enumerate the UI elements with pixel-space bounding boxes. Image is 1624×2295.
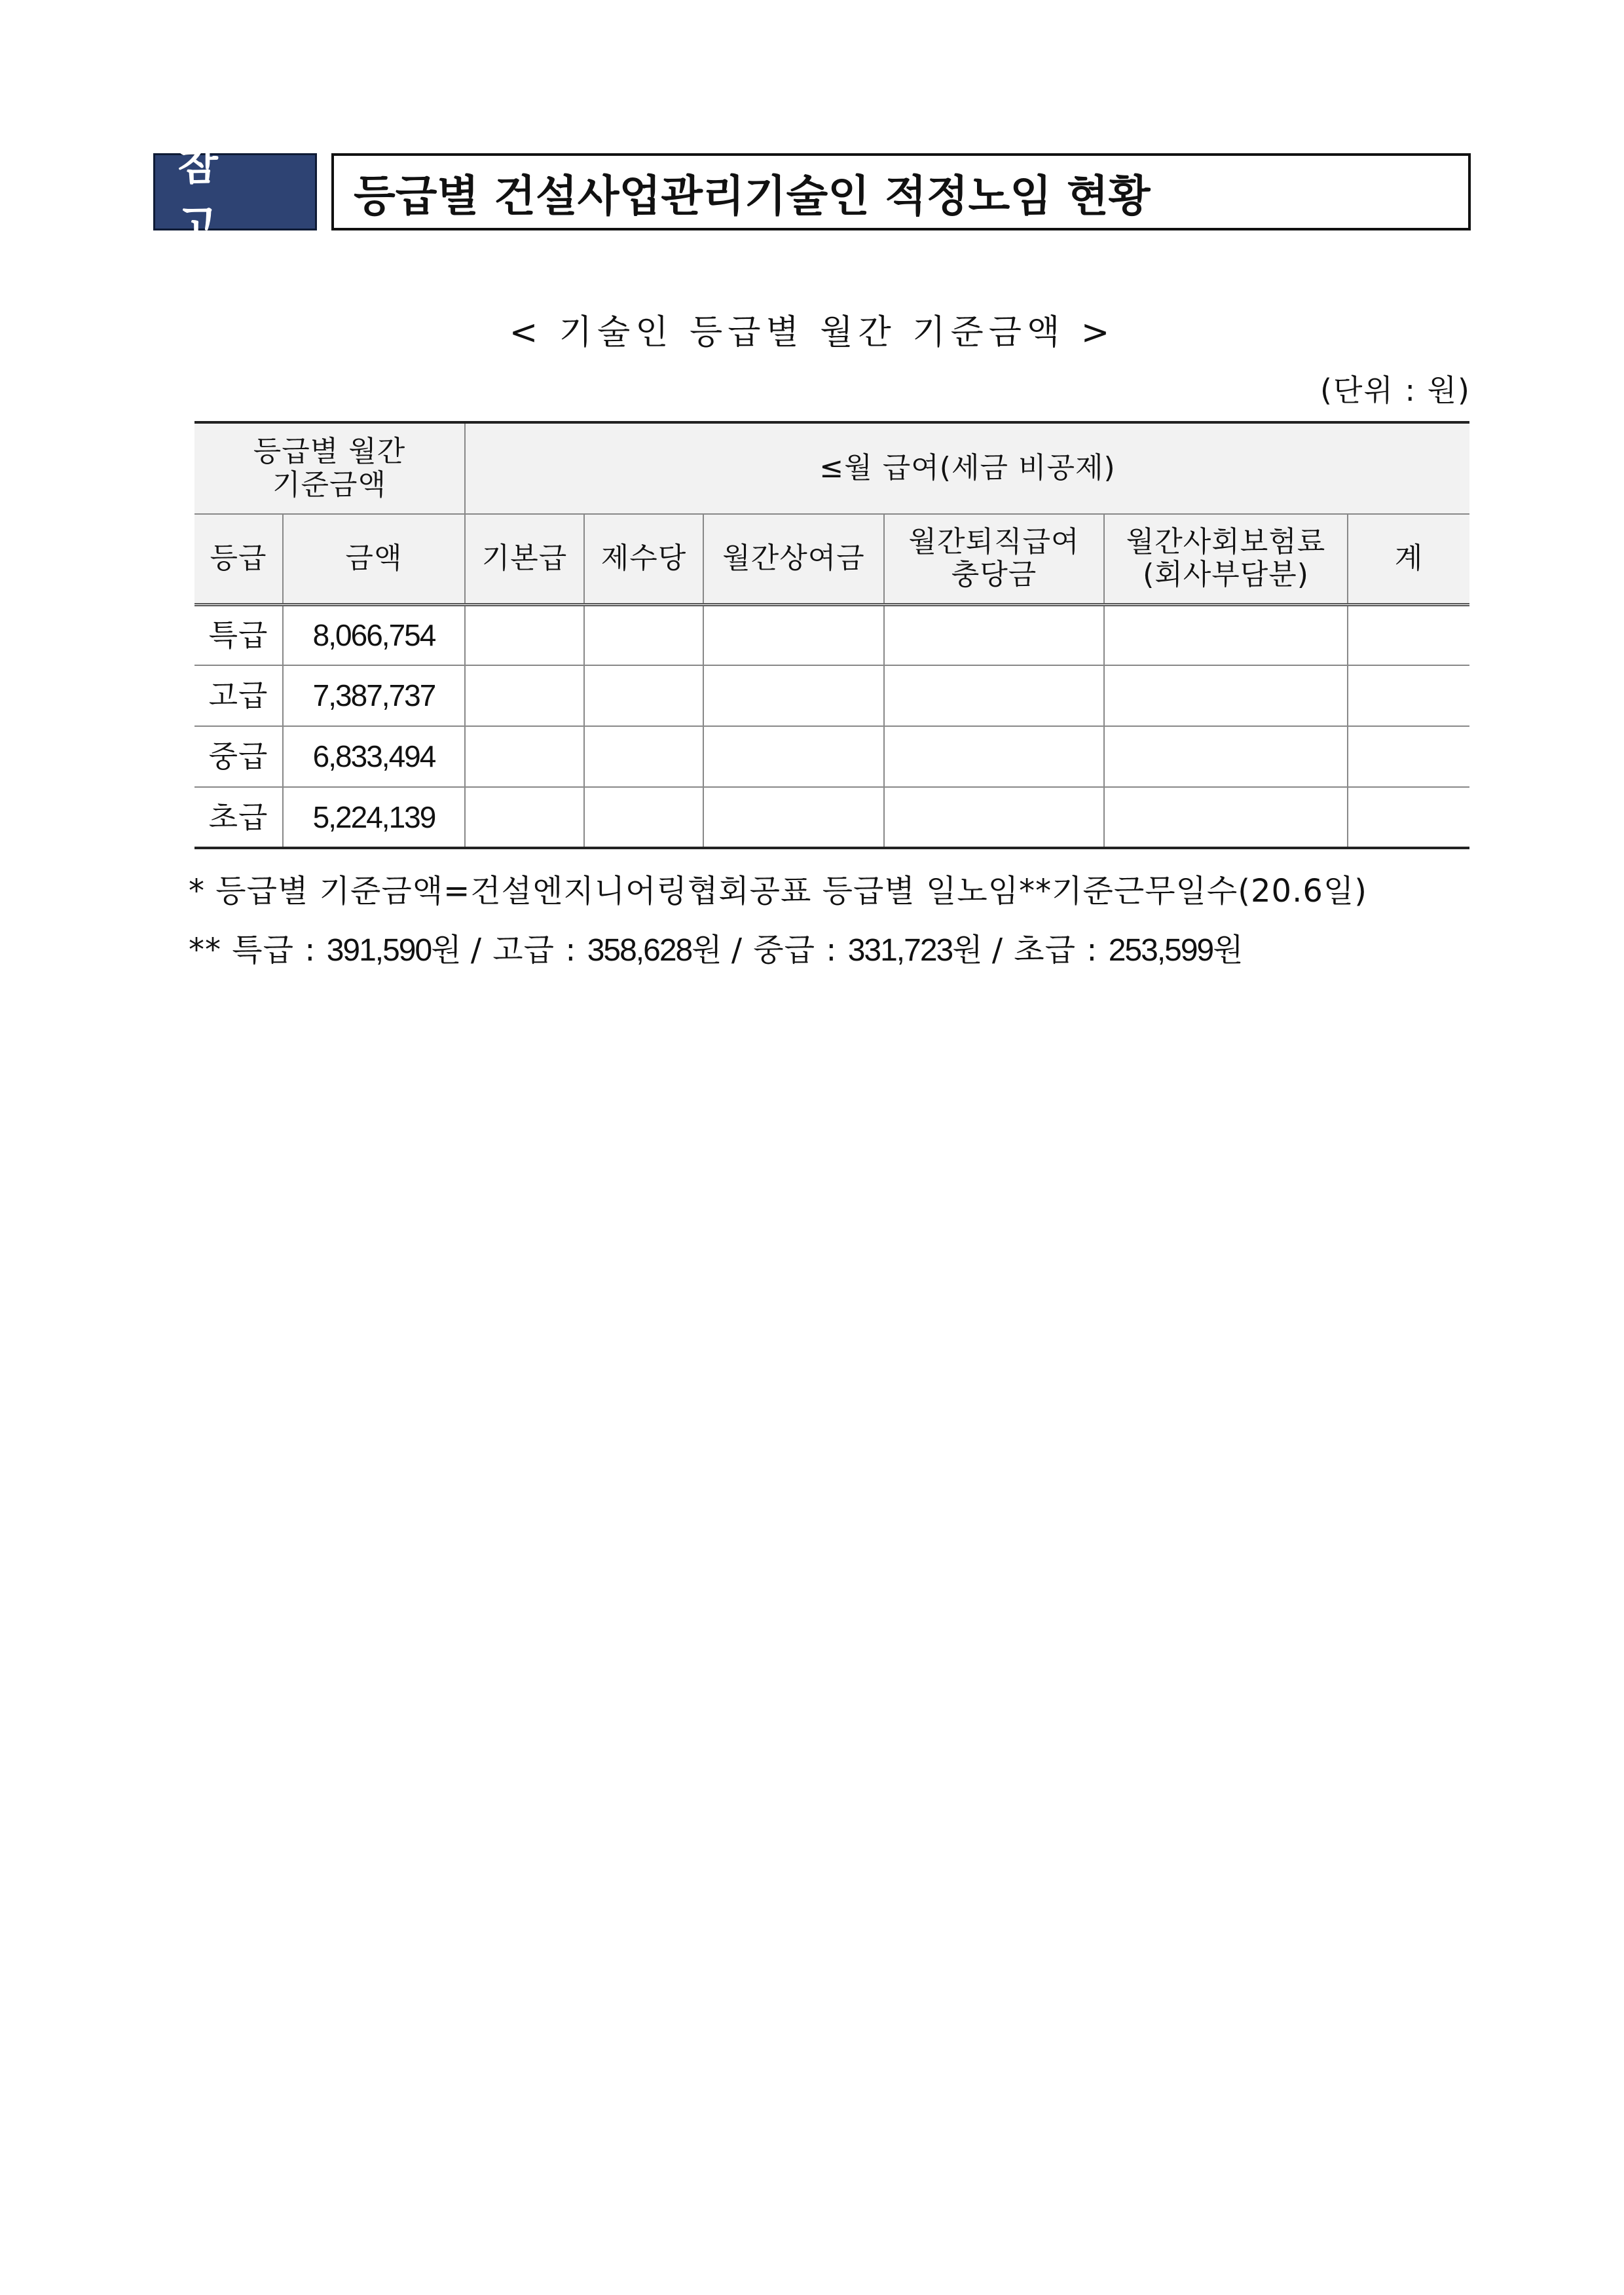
document-title: 등급별 건설사업관리기술인 적정노임 현황 bbox=[331, 153, 1471, 230]
grade-cell: 고급 bbox=[194, 665, 283, 726]
severance-cell bbox=[884, 665, 1104, 726]
table-row bbox=[194, 665, 1469, 726]
amount-cell: 8,066,754 bbox=[283, 604, 465, 665]
base-pay-cell bbox=[465, 787, 584, 848]
col-header-grade: 등급 bbox=[194, 514, 283, 604]
severance-cell bbox=[884, 604, 1104, 665]
insurance-cell bbox=[1104, 726, 1348, 787]
footnote-prefix: ** 특급 : bbox=[189, 932, 327, 968]
col-header-monthly-bonus: 월간상여금 bbox=[703, 514, 884, 604]
amount-cell: 6,833,494 bbox=[283, 726, 465, 787]
col-header-base-pay: 기본급 bbox=[465, 514, 584, 604]
insurance-cell bbox=[1104, 787, 1348, 848]
allowances-cell bbox=[584, 726, 703, 787]
wage-table bbox=[194, 421, 1469, 849]
base-pay-cell bbox=[465, 665, 584, 726]
group-header-monthly-salary: ≤월 급여(세금 비공제) bbox=[465, 422, 1469, 514]
table-row bbox=[194, 726, 1469, 787]
col-header-severance-reserve: 월간퇴직급여 충당금 bbox=[884, 514, 1104, 604]
total-cell bbox=[1348, 665, 1469, 726]
separator: / 고급 : bbox=[460, 932, 587, 968]
table-title: < 기술인 등급별 월간 기준금액 > bbox=[509, 313, 1115, 352]
allowances-cell bbox=[584, 604, 703, 665]
bonus-cell bbox=[703, 665, 884, 726]
col-header-social-insurance: 월간사회보험료 (회사부담분) bbox=[1104, 514, 1348, 604]
reference-badge: 참 고 bbox=[153, 153, 317, 230]
base-pay-cell bbox=[465, 726, 584, 787]
footnote-formula bbox=[189, 866, 1367, 911]
separator: / 중급 : bbox=[720, 932, 848, 968]
grade-cell: 중급 bbox=[194, 726, 283, 787]
group-header-standard-amount: 등급별 월간 기준금액 bbox=[194, 422, 465, 514]
col-header-allowances: 제수당 bbox=[584, 514, 703, 604]
unit-label: (단위 : 원) bbox=[1320, 373, 1471, 408]
col-header-total: 계 bbox=[1348, 514, 1469, 604]
allowances-cell bbox=[584, 787, 703, 848]
allowances-cell bbox=[584, 665, 703, 726]
base-pay-cell bbox=[465, 604, 584, 665]
total-cell bbox=[1348, 787, 1469, 848]
total-cell bbox=[1348, 726, 1469, 787]
bonus-cell bbox=[703, 787, 884, 848]
total-cell bbox=[1348, 604, 1469, 665]
table-header-row bbox=[194, 514, 1469, 604]
bonus-cell bbox=[703, 604, 884, 665]
footnote-daily-wages bbox=[189, 925, 1242, 970]
severance-cell bbox=[884, 787, 1104, 848]
daily-wage-advanced: 358,628원 bbox=[587, 933, 721, 968]
severance-cell bbox=[884, 726, 1104, 787]
bonus-cell bbox=[703, 726, 884, 787]
grade-cell: 특급 bbox=[194, 604, 283, 665]
grade-cell: 초급 bbox=[194, 787, 283, 848]
table-header-group-row bbox=[194, 422, 1469, 514]
footnote-formula-text: * 등급별 기준금액=건설엔지니어링협회공표 등급별 일노임**기준근무일수(20.6일) bbox=[189, 873, 1367, 909]
col-header-amount: 금액 bbox=[283, 514, 465, 604]
table-row bbox=[194, 604, 1469, 665]
table-row bbox=[194, 787, 1469, 848]
insurance-cell bbox=[1104, 604, 1348, 665]
amount-cell: 7,387,737 bbox=[283, 665, 465, 726]
title-row bbox=[153, 141, 1471, 250]
insurance-cell bbox=[1104, 665, 1348, 726]
amount-cell: 5,224,139 bbox=[283, 787, 465, 848]
separator: / 초급 : bbox=[981, 932, 1109, 968]
daily-wage-beginner: 253,599원 bbox=[1108, 933, 1242, 968]
daily-wage-special: 391,590원 bbox=[326, 933, 460, 968]
daily-wage-intermediate: 331,723원 bbox=[847, 933, 982, 968]
